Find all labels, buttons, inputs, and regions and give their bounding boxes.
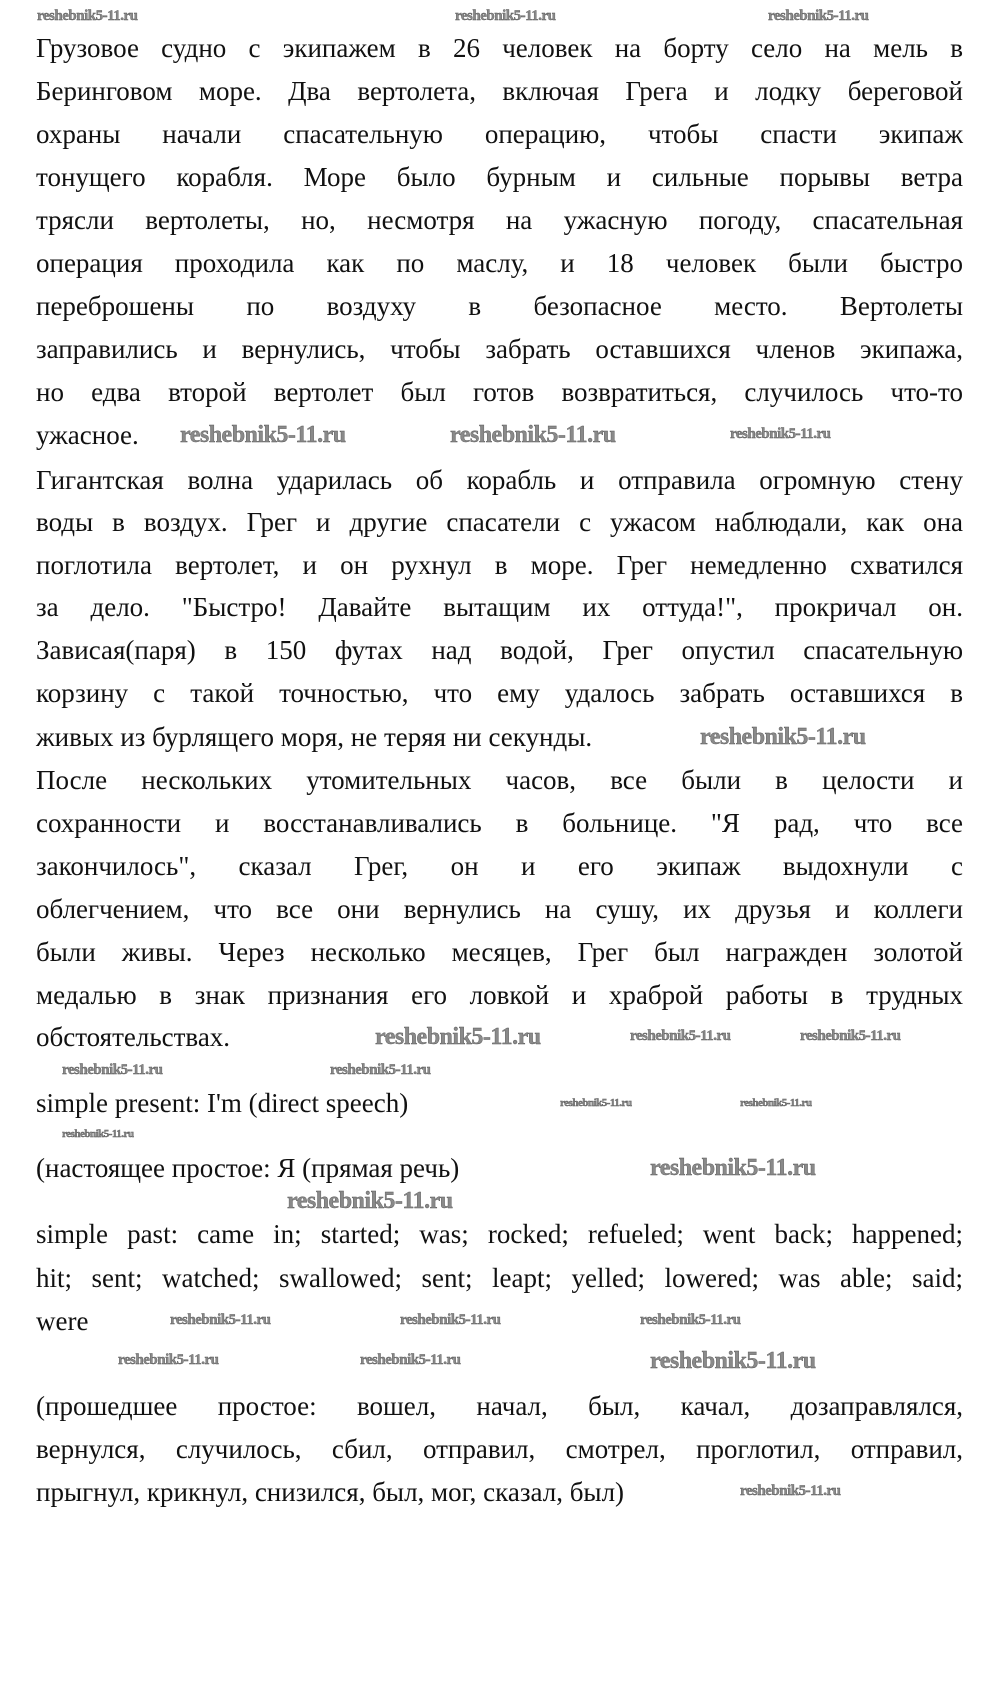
text-line: операция проходила как по маслу, и 18 человек были быстро xyxy=(36,248,963,278)
text-line: Гигантская волна ударилась об корабль и отправила огромную стену xyxy=(36,465,963,495)
simple-past-ru-line: вернулся, случилось, сбил, отправил, смотрел, проглотил, отправил, xyxy=(36,1434,963,1464)
watermark: reshebnik5-11.ru xyxy=(768,8,869,24)
text-line: закончилось", сказал Грег, он и его экипаж выдохнули с xyxy=(36,851,963,881)
watermark: reshebnik5-11.ru xyxy=(400,1312,501,1328)
watermark: reshebnik5-11.ru xyxy=(118,1352,219,1368)
text-line: ужасное. xyxy=(36,420,139,450)
watermark: reshebnik5-11.ru xyxy=(360,1352,461,1368)
simple-present-line: simple present: I'm (direct speech) xyxy=(36,1088,409,1118)
watermark: reshebnik5-11.ru xyxy=(375,1024,541,1050)
watermark: reshebnik5-11.ru xyxy=(330,1062,431,1078)
watermark: reshebnik5-11.ru xyxy=(170,1312,271,1328)
watermark: reshebnik5-11.ru xyxy=(800,1028,901,1044)
text-line: корзину с такой точностью, что ему удалось забрать оставшихся в xyxy=(36,678,963,708)
watermark: reshebnik5-11.ru xyxy=(740,1097,812,1109)
watermark: reshebnik5-11.ru xyxy=(62,1062,163,1078)
text-line: но едва второй вертолет был готов возвратиться, случилось что-то xyxy=(36,377,963,407)
text-line: обстоятельствах. xyxy=(36,1022,231,1052)
text-line: Беринговом море. Два вертолета, включая Грега и лодку береговой xyxy=(36,76,963,106)
text-line: Грузовое судно с экипажем в 26 человек на борту село на мель в xyxy=(36,33,963,63)
simple-past-ru-line: прыгнул, крикнул, снизился, был, мог, сказал, был) xyxy=(36,1477,625,1507)
text-line: охраны начали спасательную операцию, чтобы спасти экипаж xyxy=(36,119,963,149)
simple-past-ru-line: (прошедшее простое: вошел, начал, был, качал, дозаправлялся, xyxy=(36,1391,963,1421)
watermark: reshebnik5-11.ru xyxy=(740,1483,841,1499)
text-line: сохранности и восстанавливались в больнице. "Я рад, что все xyxy=(36,808,963,838)
watermark: reshebnik5-11.ru xyxy=(450,422,616,448)
text-line: за дело. "Быстро! Давайте вытащим их оттуда!", прокричал он. xyxy=(36,592,963,622)
text-line: поглотила вертолет, и он рухнул в море. Грег немедленно схватился xyxy=(36,550,963,580)
simple-present-ru-line: (настоящее простое: Я (прямая речь) xyxy=(36,1153,460,1183)
text-line: переброшены по воздуху в безопасное место. Вертолеты xyxy=(36,291,963,321)
text-line: были живы. Через несколько месяцев, Грег был награжден золотой xyxy=(36,937,963,967)
text-line: облегчением, что все они вернулись на сушу, их друзья и коллеги xyxy=(36,894,963,924)
watermark: reshebnik5-11.ru xyxy=(62,1128,134,1140)
text-line: живых из бурлящего моря, не теряя ни секунды. xyxy=(36,722,593,752)
watermark: reshebnik5-11.ru xyxy=(287,1188,453,1214)
watermark: reshebnik5-11.ru xyxy=(630,1028,731,1044)
simple-past-line: simple past: came in; started; was; rocked; refueled; went back; happened; xyxy=(36,1219,963,1249)
simple-past-line: hit; sent; watched; swallowed; sent; leapt; yelled; lowered; was able; said; xyxy=(36,1263,963,1293)
watermark: reshebnik5-11.ru xyxy=(650,1155,816,1181)
watermark: reshebnik5-11.ru xyxy=(455,8,556,24)
watermark: reshebnik5-11.ru xyxy=(700,724,866,750)
text-line: После нескольких утомительных часов, все были в целости и xyxy=(36,765,963,795)
watermark: reshebnik5-11.ru xyxy=(640,1312,741,1328)
watermark: reshebnik5-11.ru xyxy=(180,422,346,448)
text-line: заправились и вернулись, чтобы забрать оставшихся членов экипажа, xyxy=(36,334,963,364)
text-line: тонущего корабля. Море было бурным и сильные порывы ветра xyxy=(36,162,963,192)
watermark: reshebnik5-11.ru xyxy=(650,1348,816,1374)
text-line: трясли вертолеты, но, несмотря на ужасную погоду, спасательная xyxy=(36,205,963,235)
text-line: медалью в знак признания его ловкой и храброй работы в трудных xyxy=(36,980,963,1010)
text-line: Зависая(паря) в 150 футах над водой, Грег опустил спасательную xyxy=(36,635,963,665)
text-line: воды в воздух. Грег и другие спасатели с ужасом наблюдали, как она xyxy=(36,507,963,537)
watermark: reshebnik5-11.ru xyxy=(730,426,831,442)
watermark: reshebnik5-11.ru xyxy=(560,1097,632,1109)
watermark: reshebnik5-11.ru xyxy=(37,8,138,24)
simple-past-line: were xyxy=(36,1306,89,1336)
